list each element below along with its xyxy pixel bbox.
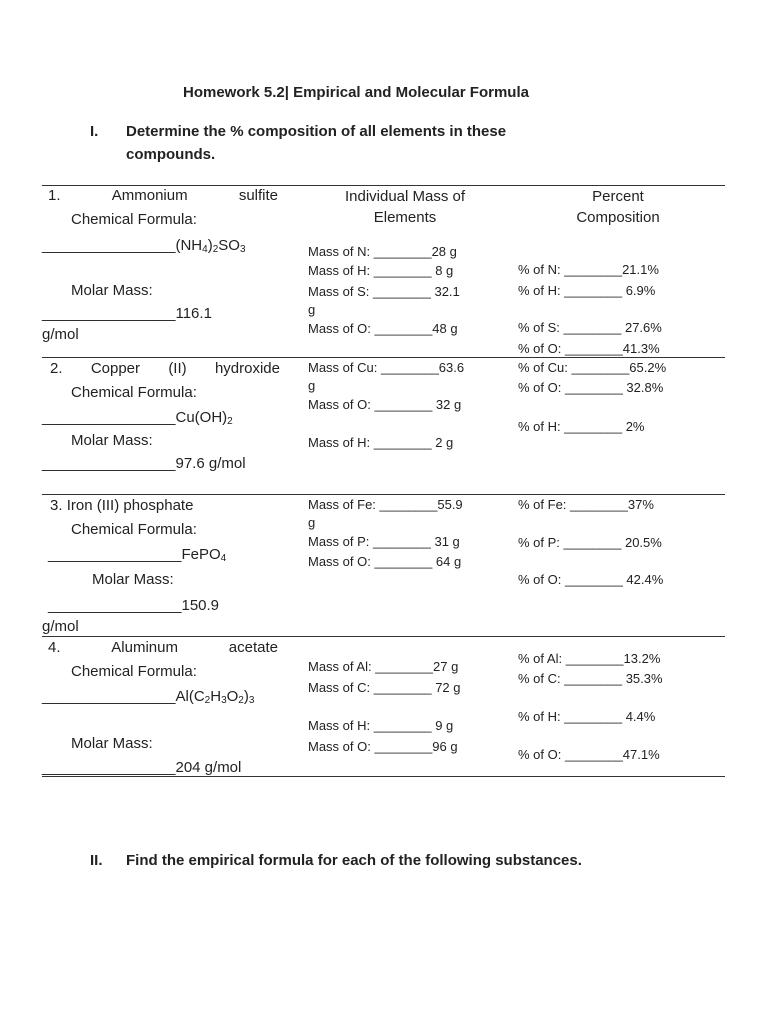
- formula-subscript: 3: [239, 244, 246, 255]
- answer-blank: ________________: [42, 759, 176, 776]
- row-number: 1.: [48, 187, 61, 204]
- row-1-percent-o: % of O: ________41.3%: [518, 341, 660, 356]
- table-rule-row-3: [42, 636, 725, 637]
- table-rule-row-2: [42, 494, 725, 495]
- name-word: Copper: [90, 360, 141, 377]
- row-1-percent-h: % of H: ________ 6.9%: [518, 283, 656, 298]
- row-4-percent-h: % of H: ________ 4.4%: [518, 709, 656, 724]
- row-4-formula: [42, 688, 254, 705]
- formula-part: ): [207, 237, 213, 254]
- formula-part: O: [226, 688, 239, 705]
- name-word: acetate: [228, 639, 278, 656]
- row-2-molar-mass: [42, 455, 246, 472]
- row-3-name: [50, 497, 193, 514]
- section-1-numeral: I.: [90, 123, 99, 140]
- row-1-formula: [42, 237, 246, 254]
- row-1-mass-s: Mass of S: ________ 32.1: [308, 284, 460, 299]
- formula-part: FePO: [181, 546, 221, 563]
- row-4-percent-c: % of C: ________ 35.3%: [518, 671, 663, 686]
- row-1-molar-label: Molar Mass:: [71, 282, 153, 299]
- row-3-mass-o: Mass of O: ________ 64 g: [308, 554, 462, 569]
- row-1-mass-n: Mass of N: ________28 g: [308, 244, 457, 259]
- row-2-formula-label: Chemical Formula:: [71, 384, 197, 401]
- section-1-line-1: Determine the % composition of all elements in these: [126, 123, 507, 140]
- answer-blank: ________________: [42, 305, 176, 322]
- formula-part: H: [210, 688, 222, 705]
- row-number: 4.: [48, 639, 61, 656]
- section-1-instruction: [126, 120, 506, 166]
- page-title: Homework 5.2| Empirical and Molecular Formula: [183, 84, 529, 101]
- row-3-percent-fe: % of Fe: ________37%: [518, 497, 654, 512]
- molar-mass-value: 150.9: [181, 597, 220, 614]
- header-mass-line-2: Elements: [373, 209, 437, 226]
- row-2-mass-cu-unit: g: [308, 378, 316, 393]
- row-1-percent-s: % of S: ________ 27.6%: [518, 320, 662, 335]
- row-3-mass-fe-unit: g: [308, 515, 316, 530]
- row-1-molar-unit: g/mol: [42, 326, 79, 343]
- row-3-formula: [48, 546, 226, 563]
- answer-blank: ________________: [42, 455, 176, 472]
- header-individual-mass: [310, 186, 500, 228]
- formula-part: SO: [218, 237, 240, 254]
- row-number: 2.: [50, 360, 63, 377]
- formula-subscript: 2: [204, 695, 211, 706]
- row-1-name: [48, 187, 278, 204]
- name-word: hydroxide: [214, 360, 280, 377]
- row-2-percent-h: % of H: ________ 2%: [518, 419, 645, 434]
- formula-part: ): [243, 688, 249, 705]
- molar-mass-value: 204 g/mol: [175, 759, 242, 776]
- row-3-percent-p: % of P: ________ 20.5%: [518, 535, 662, 550]
- row-3-molar-mass: [48, 597, 219, 614]
- formula-subscript: 2: [212, 244, 219, 255]
- row-2-percent-cu: % of Cu: ________65.2%: [518, 360, 667, 375]
- header-percent-composition: [528, 186, 708, 228]
- row-2-molar-label: Molar Mass:: [71, 432, 153, 449]
- row-3-formula-label: Chemical Formula:: [71, 521, 197, 538]
- row-2-percent-o: % of O: ________ 32.8%: [518, 380, 664, 395]
- row-2-mass-h: Mass of H: ________ 2 g: [308, 435, 454, 450]
- answer-blank: ________________: [48, 597, 182, 614]
- formula-part: Al(C: [175, 688, 205, 705]
- row-3-molar-label: Molar Mass:: [92, 571, 174, 588]
- answer-blank: ________________: [42, 237, 176, 254]
- row-4-name: [48, 639, 278, 656]
- row-number: 3.: [50, 497, 63, 514]
- compound-name: Iron (III) phosphate: [66, 497, 194, 514]
- row-4-percent-al: % of Al: ________13.2%: [518, 651, 661, 666]
- row-2-formula: [42, 409, 233, 426]
- row-4-mass-c: Mass of C: ________ 72 g: [308, 680, 461, 695]
- formula-subscript: 2: [238, 695, 244, 706]
- formula-subscript: 4: [220, 553, 227, 564]
- header-mass-line-1: Individual Mass of: [344, 188, 466, 205]
- molar-mass-value: 97.6 g/mol: [175, 455, 246, 472]
- name-word: (II): [168, 360, 187, 377]
- row-3-mass-fe: Mass of Fe: ________55.9: [308, 497, 463, 512]
- row-1-mass-s-unit: g: [308, 302, 316, 317]
- row-1-mass-h: Mass of H: ________ 8 g: [308, 263, 454, 278]
- name-word: Aluminum: [111, 639, 178, 656]
- answer-blank: ________________: [48, 546, 182, 563]
- row-4-mass-o: Mass of O: ________96 g: [308, 739, 458, 754]
- table-rule-bottom: [42, 776, 725, 777]
- row-3-percent-o: % of O: ________ 42.4%: [518, 572, 664, 587]
- table-rule-row-1: [42, 357, 725, 358]
- formula-subscript: 3: [248, 695, 255, 706]
- formula-part: Cu(OH): [175, 409, 228, 426]
- formula-subscript: 2: [227, 416, 233, 427]
- row-4-formula-label: Chemical Formula:: [71, 663, 197, 680]
- formula-subscript: 4: [202, 244, 208, 255]
- answer-blank: ________________: [42, 409, 176, 426]
- name-word: sulfite: [238, 187, 278, 204]
- header-percent-line-1: Percent: [592, 188, 644, 205]
- header-percent-line-2: Composition: [576, 209, 660, 226]
- row-2-mass-o: Mass of O: ________ 32 g: [308, 397, 462, 412]
- molar-mass-value: 116.1: [175, 305, 212, 322]
- row-4-percent-o: % of O: ________47.1%: [518, 747, 660, 762]
- row-1-mass-o: Mass of O: ________48 g: [308, 321, 458, 336]
- formula-subscript: 3: [221, 695, 227, 706]
- row-3-mass-p: Mass of P: ________ 31 g: [308, 534, 460, 549]
- row-1-formula-label: Chemical Formula:: [71, 211, 197, 228]
- row-4-molar-label: Molar Mass:: [71, 735, 153, 752]
- row-4-molar-mass: [42, 759, 241, 776]
- section-1-line-2: compounds.: [126, 146, 216, 163]
- row-2-mass-cu: Mass of Cu: ________63.6: [308, 360, 465, 375]
- row-4-mass-al: Mass of Al: ________27 g: [308, 659, 459, 674]
- answer-blank: ________________: [42, 688, 176, 705]
- row-2-name: [50, 360, 280, 377]
- row-4-mass-h: Mass of H: ________ 9 g: [308, 718, 454, 733]
- section-2-instruction: Find the empirical formula for each of the following substances.: [126, 852, 582, 869]
- section-2-numeral: II.: [90, 852, 103, 869]
- formula-part: (NH: [175, 237, 203, 254]
- row-1-molar-mass: [42, 305, 212, 322]
- row-3-molar-unit: g/mol: [42, 618, 79, 635]
- name-word: Ammonium: [111, 187, 188, 204]
- row-1-percent-n: % of N: ________21.1%: [518, 262, 659, 277]
